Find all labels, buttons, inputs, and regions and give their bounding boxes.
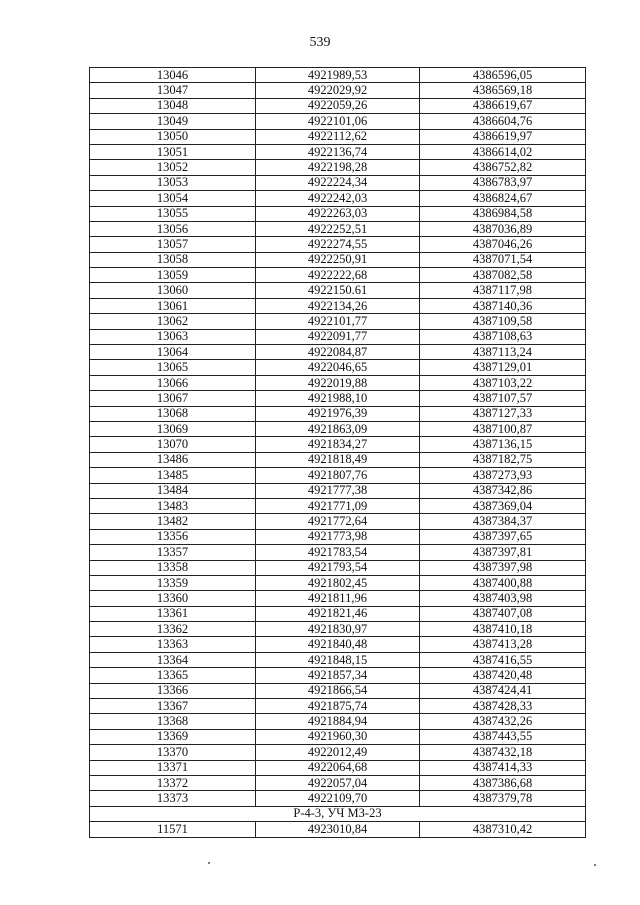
x-coordinate-cell: 4921772,64 <box>256 514 420 529</box>
y-coordinate-cell: 4386569,18 <box>420 83 586 98</box>
y-coordinate-cell: 4387103,22 <box>420 375 586 390</box>
table-row <box>90 560 586 575</box>
y-coordinate-cell: 4386752,82 <box>420 160 586 175</box>
x-coordinate-cell: 4922059,26 <box>256 98 420 113</box>
x-coordinate-cell: 4922134,26 <box>256 298 420 313</box>
y-coordinate-cell: 4387384,37 <box>420 514 586 529</box>
point-number-cell: 11571 <box>90 822 256 837</box>
x-coordinate-cell: 4922019,88 <box>256 375 420 390</box>
point-number-cell: 13048 <box>90 98 256 113</box>
y-coordinate-cell: 4387420,48 <box>420 668 586 683</box>
y-coordinate-cell: 4387136,15 <box>420 437 586 452</box>
point-number-cell: 13053 <box>90 175 256 190</box>
scan-speck <box>594 864 596 866</box>
point-number-cell: 13064 <box>90 345 256 360</box>
table-row <box>90 699 586 714</box>
point-number-cell: 13364 <box>90 652 256 667</box>
x-coordinate-cell: 4921989,53 <box>256 68 420 83</box>
x-coordinate-cell: 4921834,27 <box>256 437 420 452</box>
y-coordinate-cell: 4387182,75 <box>420 452 586 467</box>
table-row <box>90 329 586 344</box>
y-coordinate-cell: 4387397,65 <box>420 529 586 544</box>
y-coordinate-cell: 4386783,97 <box>420 175 586 190</box>
point-number-cell: 13058 <box>90 252 256 267</box>
table-row <box>90 421 586 436</box>
x-coordinate-cell: 4922242,03 <box>256 191 420 206</box>
y-coordinate-cell: 4387036,89 <box>420 221 586 236</box>
point-number-cell: 13059 <box>90 268 256 283</box>
point-number-cell: 13372 <box>90 775 256 790</box>
table-row <box>90 591 586 606</box>
table-row <box>90 483 586 498</box>
x-coordinate-cell: 4922064,68 <box>256 760 420 775</box>
section-header-row <box>90 806 586 821</box>
y-coordinate-cell: 4387413,28 <box>420 637 586 652</box>
x-coordinate-cell: 4921830,97 <box>256 622 420 637</box>
x-coordinate-cell: 4921875,74 <box>256 699 420 714</box>
point-number-cell: 13066 <box>90 375 256 390</box>
point-number-cell: 13050 <box>90 129 256 144</box>
point-number-cell: 13369 <box>90 729 256 744</box>
x-coordinate-cell: 4922084,87 <box>256 345 420 360</box>
y-coordinate-cell: 4387071,54 <box>420 252 586 267</box>
y-coordinate-cell: 4387397,81 <box>420 545 586 560</box>
table-row <box>90 298 586 313</box>
y-coordinate-cell: 4387403,98 <box>420 591 586 606</box>
y-coordinate-cell: 4387273,93 <box>420 468 586 483</box>
y-coordinate-cell: 4387140,36 <box>420 298 586 313</box>
x-coordinate-cell: 4921960,30 <box>256 729 420 744</box>
point-number-cell: 13061 <box>90 298 256 313</box>
table-row <box>90 252 586 267</box>
y-coordinate-cell: 4387113,24 <box>420 345 586 360</box>
point-number-cell: 13047 <box>90 83 256 98</box>
point-number-cell: 13049 <box>90 114 256 129</box>
point-number-cell: 13362 <box>90 622 256 637</box>
x-coordinate-cell: 4922274,55 <box>256 237 420 252</box>
point-number-cell: 13051 <box>90 144 256 159</box>
y-coordinate-cell: 4387416,55 <box>420 652 586 667</box>
point-number-cell: 13361 <box>90 606 256 621</box>
y-coordinate-cell: 4387432,18 <box>420 745 586 760</box>
x-coordinate-cell: 4921773,98 <box>256 529 420 544</box>
table-row <box>90 221 586 236</box>
point-number-cell: 13366 <box>90 683 256 698</box>
table-row <box>90 437 586 452</box>
table-row <box>90 114 586 129</box>
page-number: 539 <box>309 35 331 50</box>
table-row <box>90 652 586 667</box>
table-row <box>90 98 586 113</box>
y-coordinate-cell: 4387443,55 <box>420 729 586 744</box>
point-number-cell: 13358 <box>90 560 256 575</box>
point-number-cell: 13056 <box>90 221 256 236</box>
y-coordinate-cell: 4387342,86 <box>420 483 586 498</box>
y-coordinate-cell: 4387424,41 <box>420 683 586 698</box>
table-row <box>90 68 586 83</box>
x-coordinate-cell: 4922150.61 <box>256 283 420 298</box>
point-number-cell: 13373 <box>90 791 256 806</box>
x-coordinate-cell: 4921848,15 <box>256 652 420 667</box>
table-row <box>90 498 586 513</box>
point-number-cell: 13046 <box>90 68 256 83</box>
x-coordinate-cell: 4921976,39 <box>256 406 420 421</box>
x-coordinate-cell: 4921988,10 <box>256 391 420 406</box>
point-number-cell: 13057 <box>90 237 256 252</box>
point-number-cell: 13359 <box>90 575 256 590</box>
y-coordinate-cell: 4387107,57 <box>420 391 586 406</box>
y-coordinate-cell: 4386596,05 <box>420 68 586 83</box>
x-coordinate-cell: 4922112,62 <box>256 129 420 144</box>
y-coordinate-cell: 4387386,68 <box>420 775 586 790</box>
x-coordinate-cell: 4921821,46 <box>256 606 420 621</box>
point-number-cell: 13055 <box>90 206 256 221</box>
table-row <box>90 206 586 221</box>
point-number-cell: 13052 <box>90 160 256 175</box>
point-number-cell: 13371 <box>90 760 256 775</box>
table-row <box>90 760 586 775</box>
x-coordinate-cell: 4921857,34 <box>256 668 420 683</box>
point-number-cell: 13368 <box>90 714 256 729</box>
section-header: Р-4-3, УЧ МЗ-23 <box>90 806 586 821</box>
table-row <box>90 283 586 298</box>
y-coordinate-cell: 4387369,04 <box>420 498 586 513</box>
x-coordinate-cell: 4921811,96 <box>256 591 420 606</box>
point-number-cell: 13067 <box>90 391 256 406</box>
point-number-cell: 13063 <box>90 329 256 344</box>
scan-speck <box>208 862 210 864</box>
x-coordinate-cell: 4922222,68 <box>256 268 420 283</box>
x-coordinate-cell: 4922198,28 <box>256 160 420 175</box>
y-coordinate-cell: 4387414,33 <box>420 760 586 775</box>
y-coordinate-cell: 4386984,58 <box>420 206 586 221</box>
y-coordinate-cell: 4387379,78 <box>420 791 586 806</box>
x-coordinate-cell: 4922057,04 <box>256 775 420 790</box>
y-coordinate-cell: 4387109,58 <box>420 314 586 329</box>
coordinates-table-body <box>90 68 586 838</box>
table-row <box>90 360 586 375</box>
x-coordinate-cell: 4921884,94 <box>256 714 420 729</box>
table-row <box>90 175 586 190</box>
table-row <box>90 160 586 175</box>
table-row <box>90 468 586 483</box>
x-coordinate-cell: 4921807,76 <box>256 468 420 483</box>
x-coordinate-cell: 4922101,06 <box>256 114 420 129</box>
table-row <box>90 514 586 529</box>
y-coordinate-cell: 4387410,18 <box>420 622 586 637</box>
table-row <box>90 683 586 698</box>
point-number-cell: 13370 <box>90 745 256 760</box>
y-coordinate-cell: 4386614,02 <box>420 144 586 159</box>
table-row <box>90 822 586 837</box>
y-coordinate-cell: 4387100,87 <box>420 421 586 436</box>
point-number-cell: 13357 <box>90 545 256 560</box>
x-coordinate-cell: 4922263,03 <box>256 206 420 221</box>
table-row <box>90 83 586 98</box>
point-number-cell: 13356 <box>90 529 256 544</box>
table-row <box>90 622 586 637</box>
x-coordinate-cell: 4921802,45 <box>256 575 420 590</box>
coordinates-table <box>89 67 586 838</box>
x-coordinate-cell: 4921866,54 <box>256 683 420 698</box>
y-coordinate-cell: 4387397,98 <box>420 560 586 575</box>
x-coordinate-cell: 4922091,77 <box>256 329 420 344</box>
point-number-cell: 13482 <box>90 514 256 529</box>
table-row <box>90 268 586 283</box>
table-row <box>90 452 586 467</box>
table-row <box>90 606 586 621</box>
table-row <box>90 129 586 144</box>
point-number-cell: 13360 <box>90 591 256 606</box>
table-row <box>90 775 586 790</box>
x-coordinate-cell: 4922252,51 <box>256 221 420 236</box>
point-number-cell: 13363 <box>90 637 256 652</box>
table-row <box>90 575 586 590</box>
x-coordinate-cell: 4921818,49 <box>256 452 420 467</box>
point-number-cell: 13486 <box>90 452 256 467</box>
point-number-cell: 13485 <box>90 468 256 483</box>
table-row <box>90 791 586 806</box>
point-number-cell: 13367 <box>90 699 256 714</box>
y-coordinate-cell: 4387432,26 <box>420 714 586 729</box>
x-coordinate-cell: 4921793,54 <box>256 560 420 575</box>
y-coordinate-cell: 4387400,88 <box>420 575 586 590</box>
point-number-cell: 13060 <box>90 283 256 298</box>
y-coordinate-cell: 4387117,98 <box>420 283 586 298</box>
x-coordinate-cell: 4922109,70 <box>256 791 420 806</box>
point-number-cell: 13365 <box>90 668 256 683</box>
table-row <box>90 729 586 744</box>
table-row <box>90 391 586 406</box>
y-coordinate-cell: 4387046,26 <box>420 237 586 252</box>
y-coordinate-cell: 4387127,33 <box>420 406 586 421</box>
x-coordinate-cell: 4923010,84 <box>256 822 420 837</box>
x-coordinate-cell: 4922250,91 <box>256 252 420 267</box>
x-coordinate-cell: 4922224,34 <box>256 175 420 190</box>
x-coordinate-cell: 4921840,48 <box>256 637 420 652</box>
y-coordinate-cell: 4387310,42 <box>420 822 586 837</box>
y-coordinate-cell: 4386604,76 <box>420 114 586 129</box>
y-coordinate-cell: 4387407,08 <box>420 606 586 621</box>
table-row <box>90 406 586 421</box>
x-coordinate-cell: 4922136,74 <box>256 144 420 159</box>
table-row <box>90 637 586 652</box>
x-coordinate-cell: 4921771,09 <box>256 498 420 513</box>
table-row <box>90 714 586 729</box>
y-coordinate-cell: 4387108,63 <box>420 329 586 344</box>
x-coordinate-cell: 4922046,65 <box>256 360 420 375</box>
table-row <box>90 345 586 360</box>
y-coordinate-cell: 4387129,01 <box>420 360 586 375</box>
table-row <box>90 668 586 683</box>
point-number-cell: 13070 <box>90 437 256 452</box>
table-row <box>90 237 586 252</box>
x-coordinate-cell: 4921863,09 <box>256 421 420 436</box>
table-row <box>90 545 586 560</box>
table-row <box>90 375 586 390</box>
y-coordinate-cell: 4386619,97 <box>420 129 586 144</box>
point-number-cell: 13062 <box>90 314 256 329</box>
point-number-cell: 13054 <box>90 191 256 206</box>
y-coordinate-cell: 4386824,67 <box>420 191 586 206</box>
table-row <box>90 529 586 544</box>
x-coordinate-cell: 4921777,38 <box>256 483 420 498</box>
point-number-cell: 13483 <box>90 498 256 513</box>
x-coordinate-cell: 4922029,92 <box>256 83 420 98</box>
x-coordinate-cell: 4922101,77 <box>256 314 420 329</box>
table-row <box>90 314 586 329</box>
point-number-cell: 13068 <box>90 406 256 421</box>
point-number-cell: 13069 <box>90 421 256 436</box>
table-row <box>90 144 586 159</box>
x-coordinate-cell: 4922012,49 <box>256 745 420 760</box>
x-coordinate-cell: 4921783,54 <box>256 545 420 560</box>
table-row <box>90 191 586 206</box>
point-number-cell: 13484 <box>90 483 256 498</box>
y-coordinate-cell: 4387428,33 <box>420 699 586 714</box>
point-number-cell: 13065 <box>90 360 256 375</box>
y-coordinate-cell: 4386619,67 <box>420 98 586 113</box>
y-coordinate-cell: 4387082,58 <box>420 268 586 283</box>
table-row <box>90 745 586 760</box>
